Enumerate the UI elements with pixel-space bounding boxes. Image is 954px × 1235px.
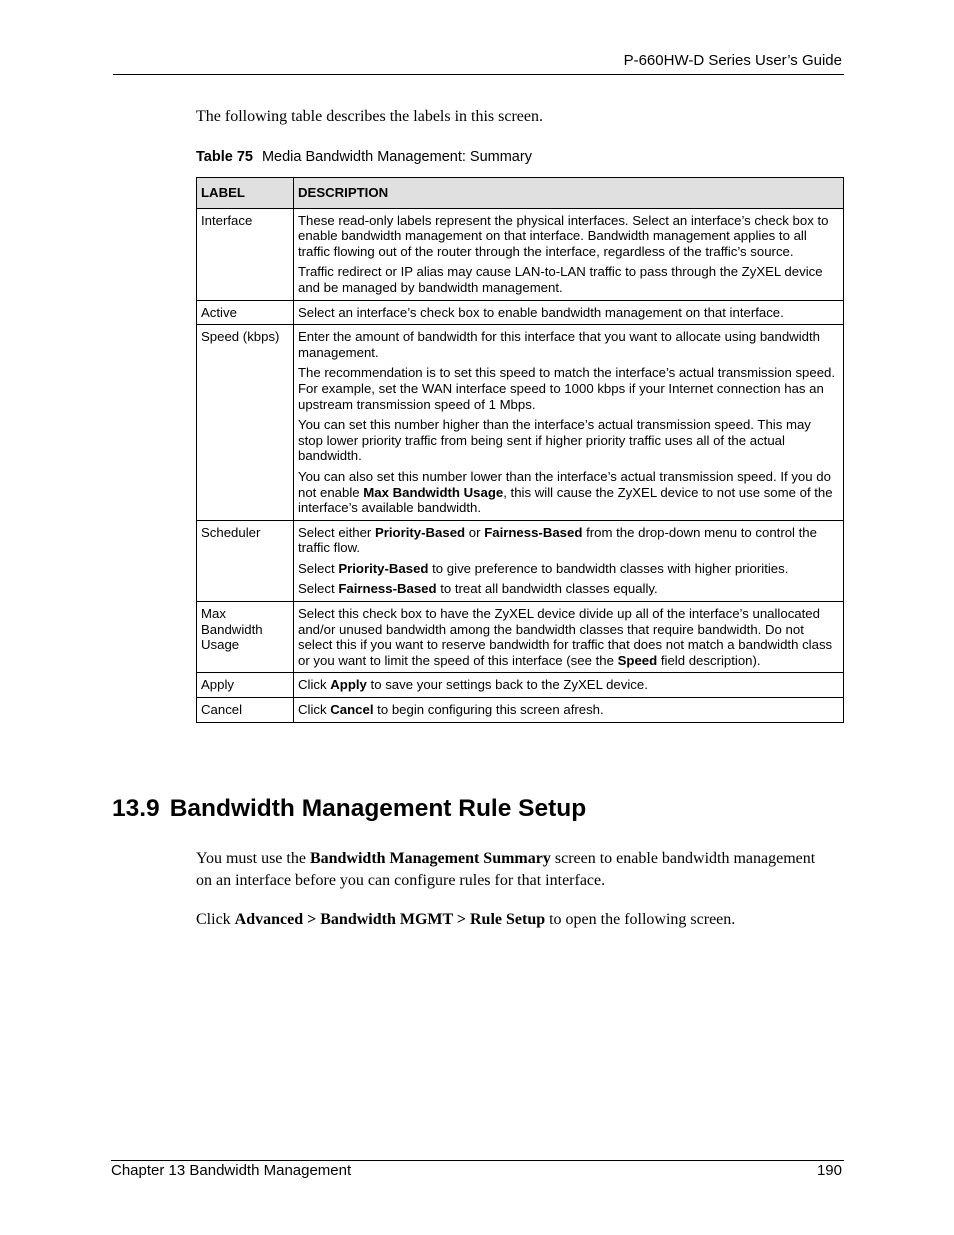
column-header-description: DESCRIPTION <box>294 178 844 209</box>
table-caption-title: Media Bandwidth Management: Summary <box>261 149 532 165</box>
section-title: Bandwidth Management Rule Setup <box>169 795 587 822</box>
row-description <box>294 300 844 325</box>
description-paragraph: You can also set this number lower than the interface’s actual transmission speed. If you do not enable Max Bandwidth Usage, this will cause the ZyXEL device to not use some of the interface’s available bandwidth. <box>298 468 833 516</box>
description-paragraph: Enter the amount of bandwidth for this interface that you want to allocate using bandwidth management. <box>298 329 820 360</box>
running-header-title: P-660HW-D Series User’s Guide <box>623 52 842 69</box>
description-paragraph: Select Priority-Based to give preference to bandwidth classes with higher priorities. <box>298 560 789 576</box>
description-paragraph: Click Apply to save your settings back to the ZyXEL device. <box>298 677 648 693</box>
row-label: Active <box>197 300 294 325</box>
row-description <box>294 673 844 698</box>
row-description <box>294 602 844 673</box>
table-row <box>197 300 844 325</box>
description-paragraph: You can set this number higher than the interface’s actual transmission speed. This may stop lower priority traffic from being sent if higher priority traffic uses all of the actual bandwidth. <box>298 417 811 464</box>
section-paragraph-2: Click Advanced > Bandwidth MGMT > Rule Setup to open the following screen. <box>196 911 736 928</box>
section-paragraph-1: You must use the Bandwidth Management Summary screen to enable bandwidth management on an interface before you can configure rules for that interface. <box>196 850 816 889</box>
description-paragraph: Select either Priority-Based or Fairness-Based from the drop-down menu to control the traffic flow. <box>298 524 817 556</box>
intro-text: The following table describes the labels in this screen. <box>196 108 544 125</box>
row-label: Apply <box>197 673 294 698</box>
row-label: Max Bandwidth Usage <box>197 602 294 673</box>
table-body <box>197 208 844 722</box>
row-description <box>294 325 844 521</box>
footer-chapter: Chapter 13 Bandwidth Management <box>111 1162 352 1179</box>
row-label: Speed (kbps) <box>197 325 294 521</box>
table-row <box>197 698 844 723</box>
row-description <box>294 520 844 601</box>
footer-rule <box>111 1160 844 1161</box>
table-caption-number: Table 75 <box>196 149 253 165</box>
description-paragraph: The recommendation is to set this speed to match the interface’s actual transmission speed. For example, set the WAN interface speed to 1000 kbps if your Internet connection has an upstream transmission speed of 1 Mbps. <box>298 365 836 412</box>
description-paragraph: Click Cancel to begin configuring this screen afresh. <box>298 702 604 718</box>
table-row <box>197 673 844 698</box>
footer-page-number: 190 <box>816 1162 842 1179</box>
table-row <box>197 520 844 601</box>
description-paragraph: These read-only labels represent the physical interfaces. Select an interface’s check box to enable bandwidth management on that interface. Bandwidth management applies to all traffic flowing out of the router through the interface, regardless of the traffic’s source. <box>298 212 829 259</box>
description-table <box>196 177 844 723</box>
description-paragraph: Select this check box to have the ZyXEL device divide up all of the interface’s unallocated and/or unused bandwidth among the bandwidth classes that require bandwidth. Do not select this if you want to reserve bandwidth for traffic that does not match a bandwidth class or you want to limit the speed of this interface (see the Speed field description). <box>298 606 833 668</box>
table-header-row <box>197 178 844 209</box>
row-description <box>294 698 844 723</box>
row-label: Scheduler <box>197 520 294 601</box>
column-header-label: LABEL <box>197 178 294 209</box>
header-rule <box>113 74 844 75</box>
section-heading <box>112 795 586 823</box>
row-label: Interface <box>197 208 294 300</box>
row-description <box>294 208 844 300</box>
row-label: Cancel <box>197 698 294 723</box>
table-caption <box>196 149 532 165</box>
table-row <box>197 602 844 673</box>
section-number: 13.9 <box>112 795 160 822</box>
table-row <box>197 208 844 300</box>
table-row <box>197 325 844 521</box>
description-paragraph: Select Fairness-Based to treat all bandwidth classes equally. <box>298 581 658 597</box>
description-paragraph: Select an interface’s check box to enable bandwidth management on that interface. <box>298 304 784 320</box>
description-paragraph: Traffic redirect or IP alias may cause LAN-to-LAN traffic to pass through the ZyXEL device and be managed by bandwidth management. <box>298 264 823 295</box>
